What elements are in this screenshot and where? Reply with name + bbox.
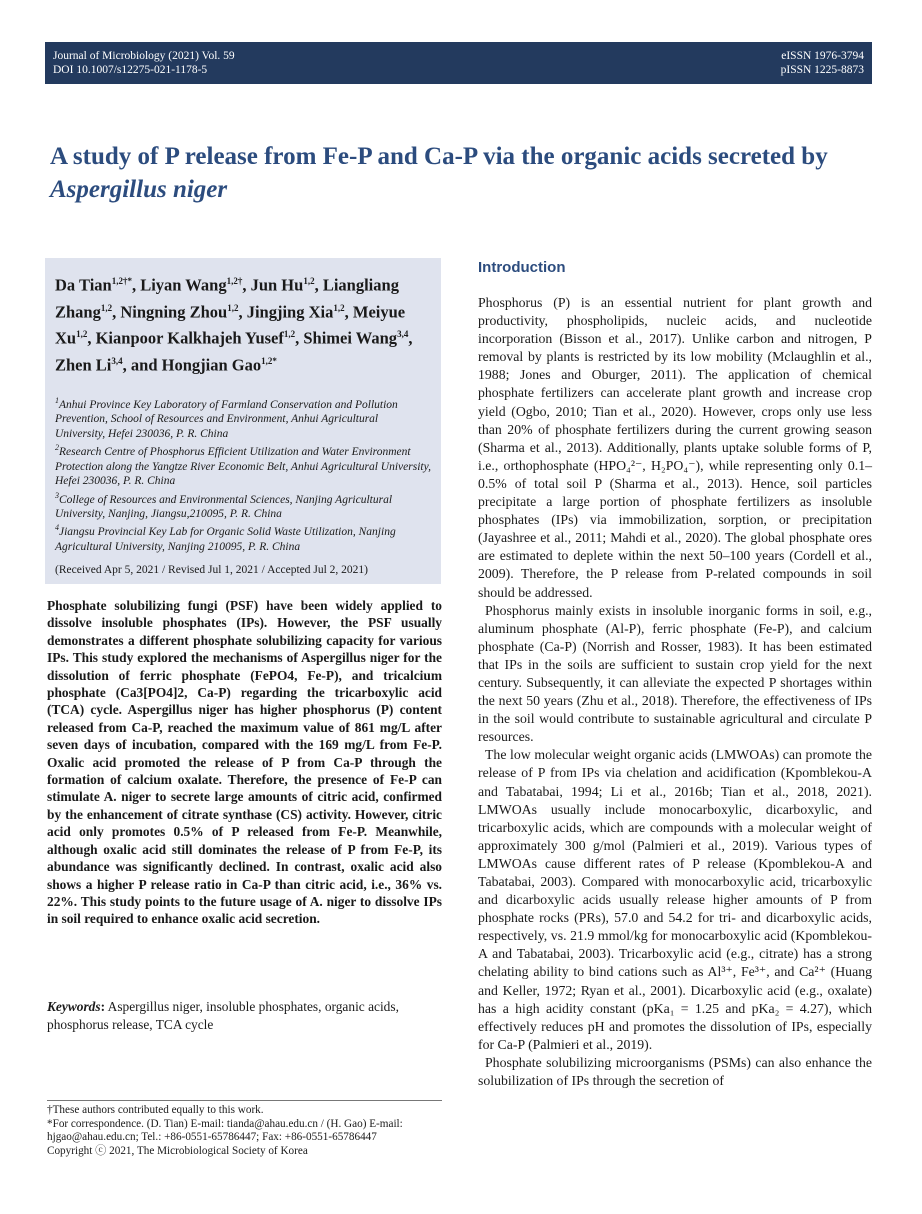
abstract: Phosphate solubilizing fungi (PSF) have been widely applied to dissolve insoluble phosphates (IPs). However, the PSF usually demonstrates a different phosphate solubilizing capacity for various IPs. This study explored the mechanisms of Aspergillus niger for the dissolution of ferric phosphate (FePO4, Fe-P), and tricalcium phosphate (Ca3[PO4]2, Ca-P) regarding the tricarboxylic acid (TCA) cycle. Aspergillus niger has higher phosphorus (P) content released from Ca-P, reached the maximum value of 861 mg/L after seven days of incubation, compared with the 169 mg/L from Fe-P. Oxalic acid promoted the release of P from Ca-P through the formation of calcium oxalate. Therefore, the presence of Fe-P can stimulate A. niger to secrete large amounts of citric acid, confirmed by the enhancement of citrate synthase (CS) activity. However, citric acid only promotes 0.5% of P released from Fe-P. Meanwhile, although oxalic acid still dominates the release of P from Fe-P, its abundance was significantly declined. In contrast, oxalic acid also shows a higher P release ratio in Ca-P than citric acid, i.e., 36% vs. 22%. This study points to the future usage of A. niger to dissolve IPs in soil required to enhance oxalic acid secretion. [47,598,442,927]
author-name: Hongjian Gao [161,355,262,374]
affiliation: $^4$Jiangsu Provincial Key Lab for Organic Solid Waste Utilization, Nanjing Agricultural University, Nanjing 210095, P. R. China [55,523,396,553]
keywords: Keywords: Aspergillus niger, insoluble phosphates, organic acids, phosphorus release, TCA cycle [47,999,399,1032]
author-affiliation-marker: 1,2 [100,302,113,313]
header-right [781,49,864,77]
author-name: Da Tian [55,275,112,295]
author-name: Liyan Wang [140,275,227,295]
right-column [478,258,872,1090]
footnote-correspondence: *For correspondence. (D. Tian) E-mail: tianda@ahau.edu.cn / (H. Gao) E-mail: hjgao@ahau.edu.cn; Tel.: +86-0551-65786447; Fax: +86-0551-65786447 [47,1117,403,1144]
author-name: Kianpoor Kalkhajeh Yusef [95,328,284,348]
author-name: Liangliang Zhang [55,275,399,321]
author-box [45,258,441,584]
paper-title [50,140,880,206]
affiliation: $^3$College of Resources and Environmental Sciences, Nanjing Agricultural University, Nanjing, Jiangsu,210095, P. R. China [55,490,393,520]
pissn: pISSN 1225-8873 [780,64,864,76]
footnotes [47,1100,442,1158]
author-affiliation-marker: 1,2 [303,276,315,286]
affiliation: $^2$Research Centre of Phosphorus Efficient Utilization and Water Environment Protection along the Yangtze River Economic Belt, Anhui Agricultural University, Hefei 230036, P. R. China [55,443,431,488]
author-affiliation-marker: 1,2 [333,302,345,313]
author-affiliation-marker: 1,2 [283,329,296,339]
copyright: Copyright ⓒ 2021, The Microbiological Society of Korea [47,1144,308,1157]
header-left [53,49,235,77]
intro-paragraph: Phosphate solubilizing microorganisms (PSMs) can also enhance the solubilization of IPs through the secretion of [478,1054,872,1089]
footnote-equal-contribution: †These authors contributed equally to this work. [47,1104,264,1116]
doi: DOI 10.1007/s12275-021-1178-5 [53,64,208,76]
keywords-label: Keywords [47,999,101,1014]
received-dates: (Received Apr 5, 2021 / Revised Jul 1, 2021 / Accepted Jul 2, 2021) [55,564,369,576]
introduction-body [478,294,872,1090]
affiliation-list [55,394,431,554]
title-main: A study of P release from Fe-P and Ca-P via the organic acids secreted by [50,143,828,170]
author-list: Da Tian$^{1,2\dagger*}$, Liyan Wang$^{1,2\dagger}$, Jun Hu$^{1,2}$, Liangliang Zhang$^{1,2}$, Ningning Zhou$^{1,2}$, Jingjing Xia$^{1,2}$, Meiyue Xu$^{1,2}$, Kianpoor Kalkhajeh Yusef$^{1,2}$, Shimei Wang$^{3,4}$, Zhen Li$^{3,4}$, and Hongjian Gao$^{1,2*}$ [55,275,413,374]
author-name: Jun Hu [250,275,304,295]
author-affiliation-marker: 1,2†* [111,276,132,286]
eissn: eISSN 1976-3794 [781,50,864,62]
author-name: Meiyue Xu [55,302,406,348]
author-affiliation-marker: 1,2 [76,329,88,339]
affiliation: $^1$Anhui Province Key Laboratory of Farmland Conservation and Pollution Prevention, School of Resources and Environment, Anhui Agricultural University, Hefei 230036, P. R. China [55,396,398,440]
title-species: Aspergillus niger [50,176,228,203]
author-affiliation-marker: 1,2 [227,302,239,313]
intro-paragraph: The low molecular weight organic acids (LMWOAs) can promote the release of P from IPs via chelation and acidification (Kpomblekou-A and Tabatabai, 1994; Li et al., 2016b; Tian et al., 2018, 2021). LMWOAs usually include monocarboxylic, dicarboxylic, and tricarboxylic acids, which are compounds with a molecular weight of approximately 300 g/mol (Palmieri et al., 2019). Various types of LMWOAs cause different rates of P release (Kpomblekou-A and Tabatabai, 2003). Compared with monocarboxylic acid, tricarboxylic and dicarboxylic acids usually release higher amounts of P from phosphate rocks (PRs), 57.0 and 54.2 for tri- and dicarboxylic acids, respectively, vs. 21.9 mmol/kg for monocarboxylic acid (Kpomblekou-A and Tabatabai, 2003). Tricarboxylic acid (e.g., citrate) has a strong chelating ability to bind cations such as Al³⁺, Fe³⁺, and Ca²⁺ (Huang and Keller, 1972; Ryan et al., 2001). Dicarboxylic acid (e.g., oxalate) has a high acidity constant (pKa₁ = 1.25 and pKa₂ = 4.27), which effectively reduces pH and promotes the dissolution of IPs, especially for Ca-P (Palmieri et al., 2019). [478,747,872,1052]
author-name: Shimei Wang [303,328,398,348]
author-name: Ningning Zhou [120,302,228,321]
introduction-heading: Introduction [478,259,566,276]
author-name: Zhen Li [55,355,112,374]
keywords-text: Aspergillus niger, insoluble phosphates, organic acids, phosphorus release, TCA cycle [47,999,399,1032]
journal-header-bar [45,42,872,84]
intro-paragraph: Phosphorus (P) is an essential nutrient for plant growth and productivity, phospholipids, nucleic acids, and nucleotide incorporation (Bisson et al., 2017). Unlike carbon and nitrogen, P removal by plants is restricted by its low mobility (Mclaughlin et al., 1988; Jones and Oburger, 2011). The application of chemical phosphate fertilizers can accelerate plant growth and increase crop yield (Ogbo, 2010; Tian et al., 2020). However, crops only use less than 20% of phosphate fertilizers during the current growing season (Sharma et al., 2013). Additionally, plants uptake soluble forms of P, i.e., orthophosphate (HPO₄²⁻, H₂PO₄⁻), while representing only 0.1–0.5% of total soil P (Sharma et al., 2013). Hence, soil particles precipitate a large portion of phosphate fertilizers as insoluble phosphates (IPs) via immobilization, sorption, or precipitation (Jayashree et al., 2011; Mahdi et al., 2020). The global phosphate ores are estimated to deplete within the next 50–100 years (Cordell et al., 2009). Therefore, the P release from P-related compounds in soil should be addressed. [478,295,872,600]
intro-paragraph: Phosphorus mainly exists in insoluble inorganic forms in soil, e.g., aluminum phosphate (Al-P), ferric phosphate (Fe-P), and calcium phosphate (Ca-P) (Norrish and Rosser, 1983). It has been estimated that IPs in the soils are sufficient to sustain crop yield for the next century. Subsequently, it can alleviate the expected P shortages within the next 50 years (Zhu et al., 2018). Therefore, the effectiveness of IPs in the soil would contribute to sustainable agricultural and circulate P resources. [478,602,872,745]
author-affiliation-marker: 1,2† [226,276,243,286]
journal-info: Journal of Microbiology (2021) Vol. 59 [53,50,235,62]
author-affiliation-marker: 3,4 [111,355,123,366]
author-affiliation-marker: 3,4 [397,329,409,339]
author-name: Jingjing Xia [246,302,334,321]
author-affiliation-marker: 1,2* [261,355,277,366]
